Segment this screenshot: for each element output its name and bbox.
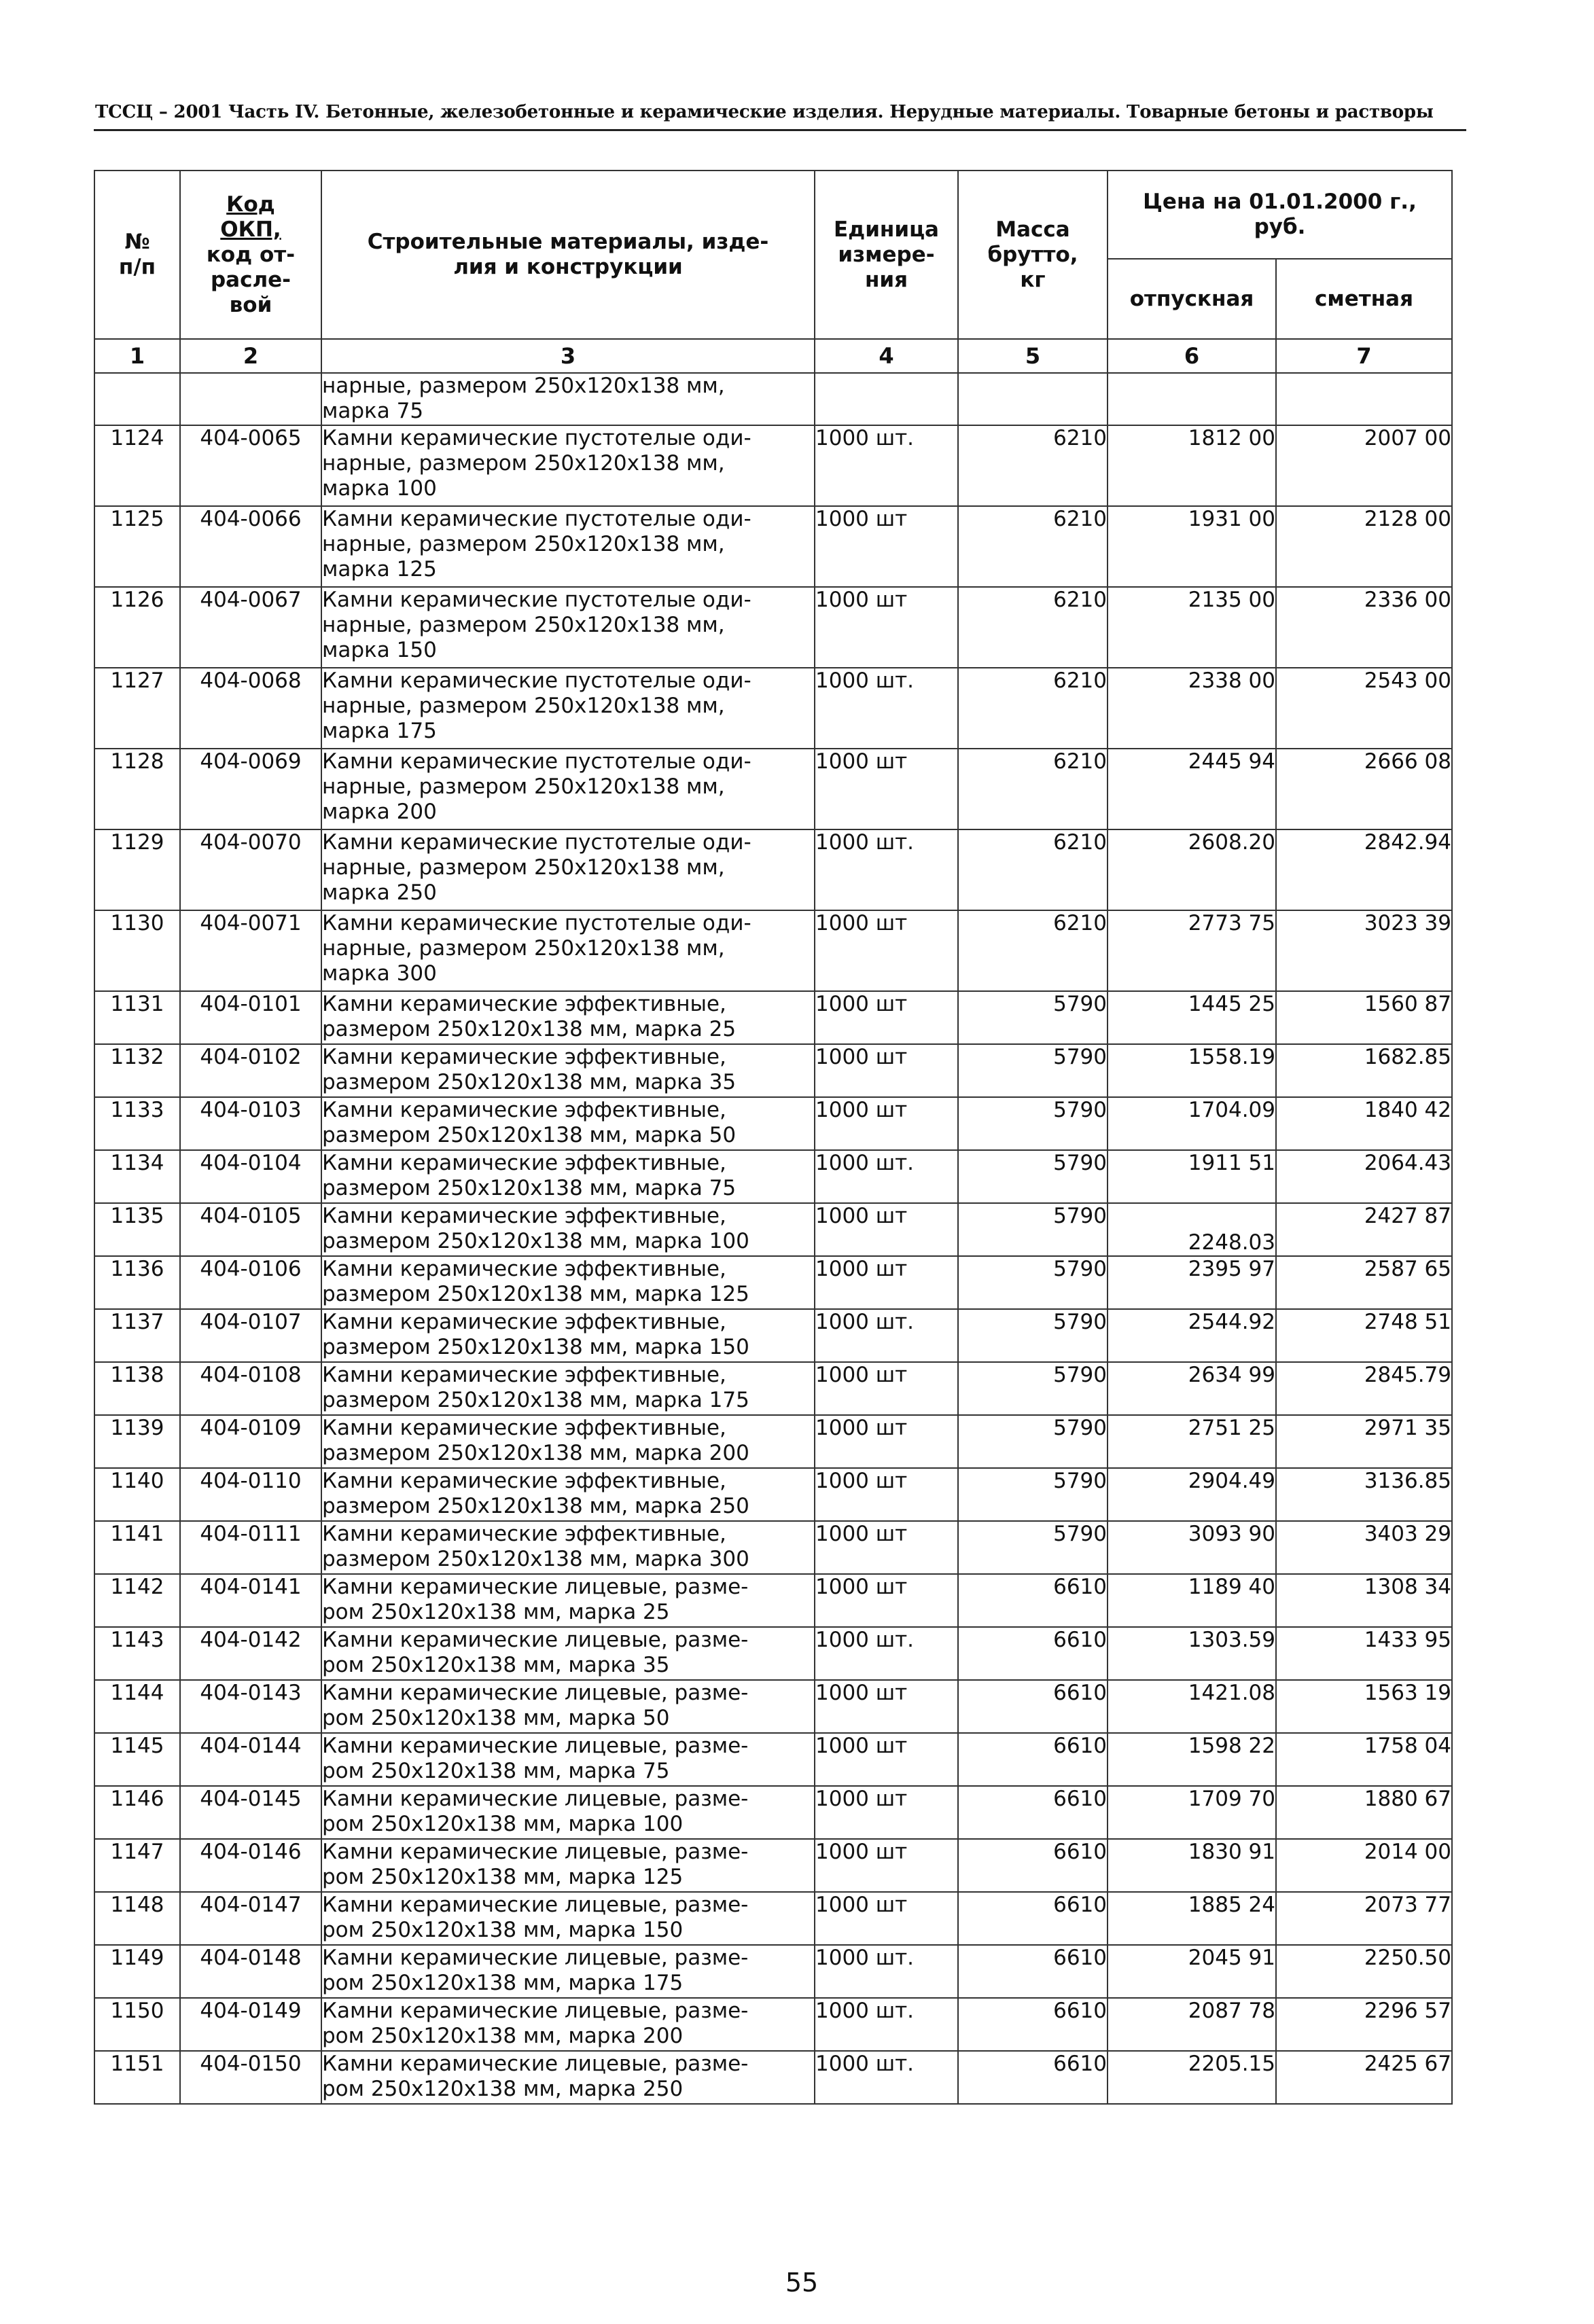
cell-estimate-price: 1840 42: [1276, 1097, 1452, 1150]
cell-number: 1135: [94, 1203, 180, 1256]
cell-release-price: 2395 97: [1108, 1256, 1276, 1309]
cell-mass: 6610: [958, 1627, 1108, 1680]
cell-estimate-price: 2064.43: [1276, 1150, 1452, 1203]
cell-unit: 1000 шт: [815, 1733, 958, 1786]
table-row: [94, 1998, 1452, 2051]
cell-name: Камни керамические пустотелые оди- нарные, размером 250х120х138 мм, марка 300: [321, 910, 815, 991]
column-number: 7: [1276, 339, 1452, 373]
cell-number: 1150: [94, 1998, 180, 2051]
cell-mass: [958, 373, 1108, 425]
cell-mass: 5790: [958, 1521, 1108, 1574]
table-row: [94, 1203, 1452, 1256]
cell-code: 404-0146: [180, 1839, 321, 1892]
cell-number: 1146: [94, 1786, 180, 1839]
running-head-rule: [94, 129, 1466, 131]
table-row: [94, 1150, 1452, 1203]
cell-number: 1126: [94, 587, 180, 668]
cell-release-price: 3093 90: [1108, 1521, 1276, 1574]
cell-number: 1129: [94, 829, 180, 910]
cell-mass: 6610: [958, 1733, 1108, 1786]
cell-release-price: 2045 91: [1108, 1945, 1276, 1998]
cell-number: 1127: [94, 668, 180, 749]
cell-release-price: 1704.09: [1108, 1097, 1276, 1150]
cell-number: 1139: [94, 1415, 180, 1468]
cell-mass: 5790: [958, 1044, 1108, 1097]
cell-name: Камни керамические пустотелые оди- нарные, размером 250х120х138 мм, марка 250: [321, 829, 815, 910]
cell-name: Камни керамические эффективные, размером 250х120х138 мм, марка 100: [321, 1203, 815, 1256]
table-row: [94, 1362, 1452, 1415]
cell-code: 404-0106: [180, 1256, 321, 1309]
cell-estimate-price: 2336 00: [1276, 587, 1452, 668]
cell-estimate-price: 2427 87: [1276, 1203, 1452, 1256]
cell-name: Камни керамические эффективные, размером 250х120х138 мм, марка 250: [321, 1468, 815, 1521]
cell-mass: 6610: [958, 1945, 1108, 1998]
table-row: [94, 1309, 1452, 1362]
cell-unit: 1000 шт: [815, 910, 958, 991]
header-col-material: Строительные материалы, изде- лия и конструкции: [321, 171, 815, 339]
cell-mass: 6210: [958, 668, 1108, 749]
cell-name: Камни керамические пустотелые оди- нарные, размером 250х120х138 мм, марка 100: [321, 425, 815, 506]
cell-unit: 1000 шт: [815, 587, 958, 668]
cell-release-price: 2634 99: [1108, 1362, 1276, 1415]
cell-mass: 6210: [958, 587, 1108, 668]
cell-name: Камни керамические эффективные, размером 250х120х138 мм, марка 35: [321, 1044, 815, 1097]
cell-release-price: 2135 00: [1108, 587, 1276, 668]
cell-mass: 5790: [958, 1203, 1108, 1256]
cell-mass: 6210: [958, 749, 1108, 829]
cell-estimate-price: 2425 67: [1276, 2051, 1452, 2104]
cell-mass: 5790: [958, 1256, 1108, 1309]
cell-unit: 1000 шт.: [815, 668, 958, 749]
cell-mass: 6610: [958, 1839, 1108, 1892]
cell-name: Камни керамические лицевые, разме- ром 250х120х138 мм, марка 150: [321, 1892, 815, 1945]
cell-name: Камни керамические эффективные, размером 250х120х138 мм, марка 75: [321, 1150, 815, 1203]
cell-number: 1140: [94, 1468, 180, 1521]
table-row: [94, 910, 1452, 991]
cell-code: 404-0067: [180, 587, 321, 668]
cell-unit: 1000 шт: [815, 1521, 958, 1574]
cell-unit: 1000 шт: [815, 1839, 958, 1892]
cell-code: 404-0142: [180, 1627, 321, 1680]
table-row: [94, 1839, 1452, 1892]
cell-name: Камни керамические лицевые, разме- ром 250х120х138 мм, марка 250: [321, 2051, 815, 2104]
column-number: 1: [94, 339, 180, 373]
cell-estimate-price: 2748 51: [1276, 1309, 1452, 1362]
cell-release-price: 1885 24: [1108, 1892, 1276, 1945]
cell-name: Камни керамические лицевые, разме- ром 250х120х138 мм, марка 50: [321, 1680, 815, 1733]
cell-estimate-price: 2971 35: [1276, 1415, 1452, 1468]
cell-code: 404-0141: [180, 1574, 321, 1627]
cell-unit: 1000 шт.: [815, 425, 958, 506]
table-row: [94, 1945, 1452, 1998]
cell-number: 1142: [94, 1574, 180, 1627]
cell-estimate-price: 2587 65: [1276, 1256, 1452, 1309]
header-col-unit: Единица измере- ния: [815, 171, 958, 339]
table-header: [94, 171, 1452, 373]
price-table: [94, 170, 1453, 2105]
cell-number: 1138: [94, 1362, 180, 1415]
cell-name: Камни керамические пустотелые оди- нарные, размером 250х120х138 мм, марка 200: [321, 749, 815, 829]
cell-name: Камни керамические пустотелые оди- нарные, размером 250х120х138 мм, марка 125: [321, 506, 815, 587]
cell-code: 404-0144: [180, 1733, 321, 1786]
cell-release-price: 2087 78: [1108, 1998, 1276, 2051]
cell-number: 1144: [94, 1680, 180, 1733]
cell-code: [180, 373, 321, 425]
cell-code: 404-0071: [180, 910, 321, 991]
cell-number: 1133: [94, 1097, 180, 1150]
continuation-row: [94, 373, 1452, 425]
cell-release-price: 2544.92: [1108, 1309, 1276, 1362]
cell-release-price: [1108, 373, 1276, 425]
page-number: 55: [785, 2268, 819, 2298]
cell-code: 404-0107: [180, 1309, 321, 1362]
cell-number: 1136: [94, 1256, 180, 1309]
cell-release-price: 2608.20: [1108, 829, 1276, 910]
cell-number: [94, 373, 180, 425]
cell-number: 1147: [94, 1839, 180, 1892]
column-number: 3: [321, 339, 815, 373]
cell-release-price: 2904.49: [1108, 1468, 1276, 1521]
cell-name: Камни керамические лицевые, разме- ром 250х120х138 мм, марка 35: [321, 1627, 815, 1680]
cell-name: Камни керамические эффективные, размером 250х120х138 мм, марка 200: [321, 1415, 815, 1468]
cell-number: 1130: [94, 910, 180, 991]
cell-release-price: 1421.08: [1108, 1680, 1276, 1733]
cell-code: 404-0110: [180, 1468, 321, 1521]
cell-name: Камни керамические лицевые, разме- ром 250х120х138 мм, марка 100: [321, 1786, 815, 1839]
cell-number: 1134: [94, 1150, 180, 1203]
cell-release-price: 2445 94: [1108, 749, 1276, 829]
cell-unit: 1000 шт: [815, 749, 958, 829]
cell-estimate-price: 2073 77: [1276, 1892, 1452, 1945]
cell-unit: 1000 шт: [815, 1786, 958, 1839]
cell-release-price: 2248.03: [1108, 1203, 1276, 1256]
cell-name: Камни керамические лицевые, разме- ром 250х120х138 мм, марка 175: [321, 1945, 815, 1998]
cell-unit: 1000 шт: [815, 1256, 958, 1309]
cell-name: Камни керамические пустотелые оди- нарные, размером 250х120х138 мм, марка 150: [321, 587, 815, 668]
cell-unit: 1000 шт: [815, 1574, 958, 1627]
cell-unit: 1000 шт.: [815, 1150, 958, 1203]
header-col-code: Код ОКП, код от- расле- вой: [180, 171, 321, 339]
cell-unit: 1000 шт.: [815, 1309, 958, 1362]
cell-number: 1149: [94, 1945, 180, 1998]
cell-number: 1131: [94, 991, 180, 1044]
cell-unit: 1000 шт.: [815, 1627, 958, 1680]
cell-code: 404-0102: [180, 1044, 321, 1097]
cell-release-price: 1558.19: [1108, 1044, 1276, 1097]
cell-code: 404-0105: [180, 1203, 321, 1256]
table-row: [94, 1044, 1452, 1097]
cell-estimate-price: 1560 87: [1276, 991, 1452, 1044]
table-row: [94, 991, 1452, 1044]
table-row: [94, 1256, 1452, 1309]
cell-name: Камни керамические пустотелые оди- нарные, размером 250х120х138 мм, марка 175: [321, 668, 815, 749]
cell-code: 404-0147: [180, 1892, 321, 1945]
cell-number: 1141: [94, 1521, 180, 1574]
cell-number: 1125: [94, 506, 180, 587]
cell-code: 404-0111: [180, 1521, 321, 1574]
column-number: 4: [815, 339, 958, 373]
table-body: [94, 373, 1452, 2104]
table-row: [94, 749, 1452, 829]
cell-mass: 6210: [958, 425, 1108, 506]
table-row: [94, 1786, 1452, 1839]
cell-release-price: 1189 40: [1108, 1574, 1276, 1627]
cell-estimate-price: 1880 67: [1276, 1786, 1452, 1839]
cell-release-price: 2338 00: [1108, 668, 1276, 749]
table-row: [94, 1733, 1452, 1786]
cell-mass: 5790: [958, 1415, 1108, 1468]
cell-unit: 1000 шт.: [815, 829, 958, 910]
table-row: [94, 1892, 1452, 1945]
cell-estimate-price: 2296 57: [1276, 1998, 1452, 2051]
header-column-numbers: [94, 339, 1452, 373]
cell-code: 404-0108: [180, 1362, 321, 1415]
cell-release-price: 2773 75: [1108, 910, 1276, 991]
cell-release-price: 1598 22: [1108, 1733, 1276, 1786]
cell-mass: 6210: [958, 910, 1108, 991]
cell-code: 404-0143: [180, 1680, 321, 1733]
cell-estimate-price: 3403 29: [1276, 1521, 1452, 1574]
cell-mass: 6610: [958, 1786, 1108, 1839]
cell-release-price: 1812 00: [1108, 425, 1276, 506]
cell-estimate-price: 3136.85: [1276, 1468, 1452, 1521]
cell-name: Камни керамические лицевые, разме- ром 250х120х138 мм, марка 200: [321, 1998, 815, 2051]
header-col-release-price: отпускная: [1108, 259, 1276, 339]
table-row: [94, 1097, 1452, 1150]
cell-estimate-price: 1682.85: [1276, 1044, 1452, 1097]
cell-estimate-price: 2543 00: [1276, 668, 1452, 749]
table-row: [94, 668, 1452, 749]
cell-mass: 5790: [958, 1309, 1108, 1362]
cell-code: 404-0145: [180, 1786, 321, 1839]
cell-unit: 1000 шт: [815, 1680, 958, 1733]
cell-mass: 6610: [958, 1680, 1108, 1733]
cell-code: 404-0068: [180, 668, 321, 749]
table-row: [94, 2051, 1452, 2104]
cell-mass: 5790: [958, 1150, 1108, 1203]
cell-unit: [815, 373, 958, 425]
cell-estimate-price: 1563 19: [1276, 1680, 1452, 1733]
cell-unit: 1000 шт: [815, 1097, 958, 1150]
cell-release-price: 2751 25: [1108, 1415, 1276, 1468]
cell-unit: 1000 шт: [815, 1415, 958, 1468]
header-col-number: № п/п: [94, 171, 180, 339]
column-number: 5: [958, 339, 1108, 373]
cell-name: Камни керамические эффективные, размером 250х120х138 мм, марка 175: [321, 1362, 815, 1415]
cell-estimate-price: 2250.50: [1276, 1945, 1452, 1998]
cell-estimate-price: 2842.94: [1276, 829, 1452, 910]
table-row: [94, 1521, 1452, 1574]
cell-mass: 5790: [958, 1097, 1108, 1150]
cell-estimate-price: 2014 00: [1276, 1839, 1452, 1892]
cell-estimate-price: 2845.79: [1276, 1362, 1452, 1415]
cell-mass: 5790: [958, 1468, 1108, 1521]
cell-mass: 6610: [958, 1892, 1108, 1945]
cell-release-price: 2205.15: [1108, 2051, 1276, 2104]
cell-estimate-price: 2007 00: [1276, 425, 1452, 506]
cell-unit: 1000 шт.: [815, 2051, 958, 2104]
cell-release-price: 1709 70: [1108, 1786, 1276, 1839]
cell-release-price: 1830 91: [1108, 1839, 1276, 1892]
cell-name: Камни керамические лицевые, разме- ром 250х120х138 мм, марка 125: [321, 1839, 815, 1892]
cell-code: 404-0101: [180, 991, 321, 1044]
cell-code: 404-0066: [180, 506, 321, 587]
cell-mass: 6610: [958, 1998, 1108, 2051]
cell-release-price: 1303.59: [1108, 1627, 1276, 1680]
table-row: [94, 425, 1452, 506]
cell-number: 1143: [94, 1627, 180, 1680]
cell-name: Камни керамические эффективные, размером 250х120х138 мм, марка 300: [321, 1521, 815, 1574]
cell-name: Камни керамические эффективные, размером 250х120х138 мм, марка 25: [321, 991, 815, 1044]
cell-unit: 1000 шт: [815, 1362, 958, 1415]
cell-unit: 1000 шт: [815, 1468, 958, 1521]
cell-number: 1128: [94, 749, 180, 829]
cell-number: 1137: [94, 1309, 180, 1362]
cell-name: Камни керамические эффективные, размером 250х120х138 мм, марка 150: [321, 1309, 815, 1362]
cell-estimate-price: 3023 39: [1276, 910, 1452, 991]
cell-number: 1132: [94, 1044, 180, 1097]
cell-estimate-price: 1308 34: [1276, 1574, 1452, 1627]
cell-mass: 6610: [958, 2051, 1108, 2104]
column-number: 2: [180, 339, 321, 373]
table-row: [94, 829, 1452, 910]
cell-code: 404-0069: [180, 749, 321, 829]
cell-estimate-price: [1276, 373, 1452, 425]
cell-code: 404-0070: [180, 829, 321, 910]
cell-code: 404-0103: [180, 1097, 321, 1150]
cell-mass: 5790: [958, 1362, 1108, 1415]
table-row: [94, 1468, 1452, 1521]
cell-unit: 1000 шт: [815, 1044, 958, 1097]
cell-release-price: 1911 51: [1108, 1150, 1276, 1203]
cell-name: нарные, размером 250х120х138 мм, марка 75: [321, 373, 815, 425]
cell-unit: 1000 шт: [815, 1203, 958, 1256]
cell-release-price: 1445 25: [1108, 991, 1276, 1044]
table-row: [94, 1415, 1452, 1468]
cell-number: 1145: [94, 1733, 180, 1786]
cell-number: 1124: [94, 425, 180, 506]
cell-estimate-price: 2666 08: [1276, 749, 1452, 829]
cell-unit: 1000 шт: [815, 991, 958, 1044]
cell-code: 404-0148: [180, 1945, 321, 1998]
cell-name: Камни керамические лицевые, разме- ром 250х120х138 мм, марка 75: [321, 1733, 815, 1786]
cell-name: Камни керамические лицевые, разме- ром 250х120х138 мм, марка 25: [321, 1574, 815, 1627]
column-number: 6: [1108, 339, 1276, 373]
running-head: ТССЦ – 2001 Часть IV. Бетонные, железобетонные и керамические изделия. Нерудные материалы. Товарные бетоны и растворы: [95, 102, 1434, 122]
cell-code: 404-0109: [180, 1415, 321, 1468]
cell-estimate-price: 1433 95: [1276, 1627, 1452, 1680]
cell-code: 404-0065: [180, 425, 321, 506]
header-col-mass: Масса брутто, кг: [958, 171, 1108, 339]
cell-code: 404-0149: [180, 1998, 321, 2051]
cell-name: Камни керамические эффективные, размером 250х120х138 мм, марка 50: [321, 1097, 815, 1150]
table-row: [94, 1574, 1452, 1627]
cell-code: 404-0104: [180, 1150, 321, 1203]
cell-mass: 6210: [958, 829, 1108, 910]
header-price-group: Цена на 01.01.2000 г., руб.: [1108, 171, 1452, 259]
table-row: [94, 1627, 1452, 1680]
cell-mass: 6610: [958, 1574, 1108, 1627]
cell-mass: 6210: [958, 506, 1108, 587]
cell-release-price: 1931 00: [1108, 506, 1276, 587]
cell-estimate-price: 1758 04: [1276, 1733, 1452, 1786]
header-col-estimate-price: сметная: [1276, 259, 1452, 339]
cell-name: Камни керамические эффективные, размером 250х120х138 мм, марка 125: [321, 1256, 815, 1309]
cell-number: 1148: [94, 1892, 180, 1945]
table-row: [94, 506, 1452, 587]
cell-unit: 1000 шт.: [815, 1998, 958, 2051]
cell-number: 1151: [94, 2051, 180, 2104]
table-row: [94, 587, 1452, 668]
table-row: [94, 1680, 1452, 1733]
cell-estimate-price: 2128 00: [1276, 506, 1452, 587]
cell-mass: 5790: [958, 991, 1108, 1044]
cell-unit: 1000 шт: [815, 506, 958, 587]
cell-unit: 1000 шт: [815, 1892, 958, 1945]
cell-unit: 1000 шт.: [815, 1945, 958, 1998]
cell-code: 404-0150: [180, 2051, 321, 2104]
